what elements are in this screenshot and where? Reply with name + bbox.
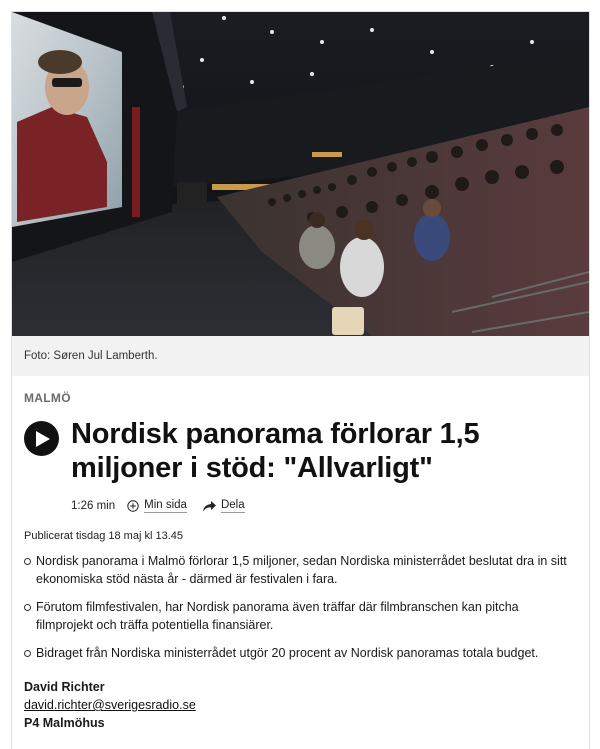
bullet-icon (24, 650, 31, 657)
play-icon (36, 431, 50, 447)
share-arrow-icon (203, 501, 216, 512)
audio-duration: 1:26 min (71, 500, 116, 512)
list-item (24, 598, 577, 634)
play-button[interactable] (24, 421, 59, 456)
cinema-photo-illustration (12, 12, 589, 336)
list-item-text: Förutom filmfestivalen, har Nordisk panorama även träffar där filmbranschen kan pitcha filmprojekt och träffa potentiella finansiärer. (36, 600, 519, 632)
article-photo (12, 12, 589, 336)
list-item-text: Bidraget från Nordiska ministerrådet utgör 20 procent av Nordisk panoramas totala budget. (36, 646, 539, 660)
article-title: Nordisk panorama förlorar 1,5 miljoner i stöd: "Allvarligt" (71, 418, 480, 484)
bullet-icon (24, 558, 31, 565)
article-content (12, 391, 589, 732)
headline-row (24, 417, 577, 485)
published-date: Publicerat tisdag 18 maj kl 13.45 (24, 530, 183, 542)
photo-caption: Foto: Søren Jul Lamberth. (12, 336, 589, 376)
summary-list (24, 552, 577, 662)
list-item (24, 644, 577, 662)
share-button[interactable] (203, 499, 245, 513)
article-card (11, 11, 590, 749)
my-page-label: Min sida (144, 499, 187, 511)
location-kicker: MALMÖ (24, 391, 71, 405)
author-station: P4 Malmöhus (24, 716, 105, 730)
plus-circle-icon (127, 500, 139, 512)
list-item (24, 552, 577, 588)
author-email-link[interactable]: david.richter@sverigesradio.se (24, 698, 196, 712)
share-label: Dela (220, 499, 245, 511)
my-page-button[interactable] (127, 499, 187, 513)
audio-meta (71, 499, 577, 513)
bullet-icon (24, 604, 31, 611)
author-name: David Richter (24, 680, 105, 694)
list-item-text: Nordisk panorama i Malmö förlorar 1,5 miljoner, sedan Nordiska ministerrådet beslutat dra in sitt ekonomiska stöd nästa år - därmed är festivalen i fara. (36, 554, 567, 586)
author-block (24, 678, 577, 732)
